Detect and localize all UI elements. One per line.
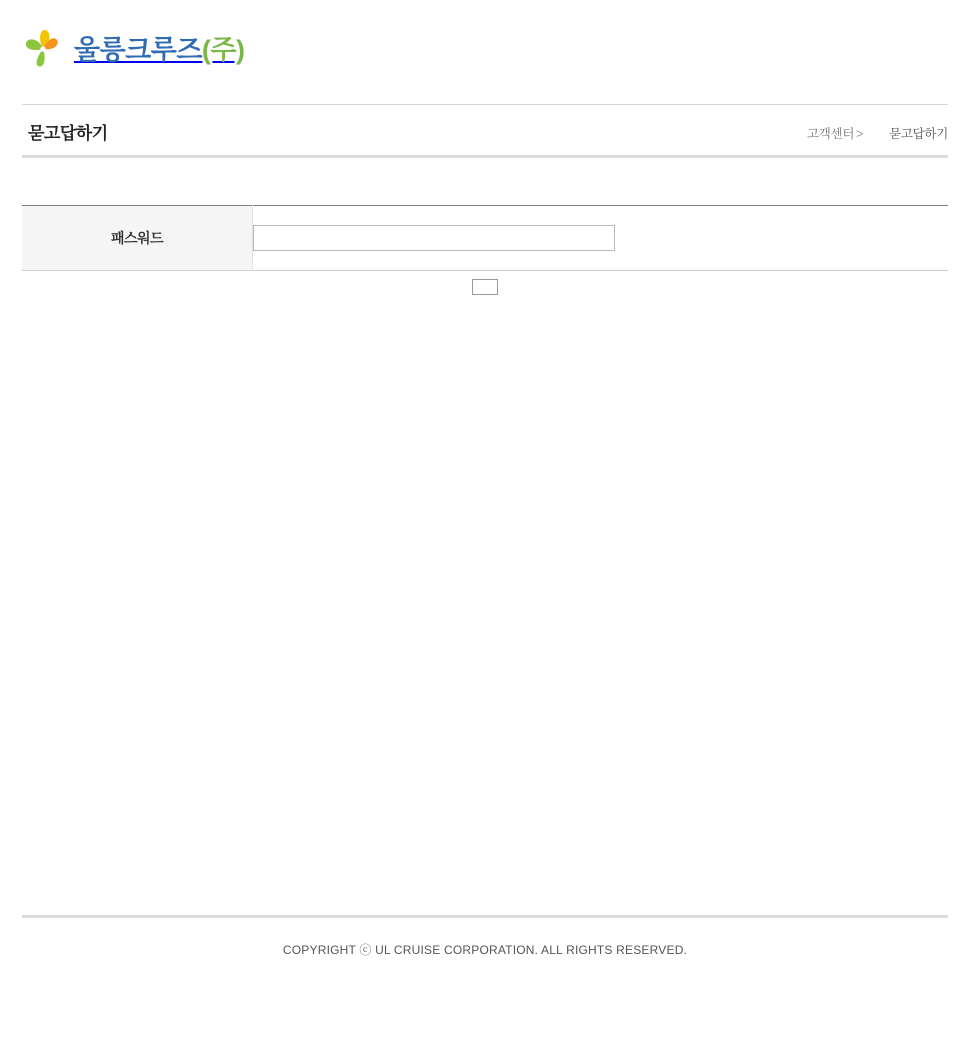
copyright-text: COPYRIGHT ⓒ UL CRUISE CORPORATION. ALL RIGHTS RESERVED. [282, 943, 688, 957]
password-input[interactable] [253, 225, 615, 251]
site-header [0, 0, 970, 104]
submit-button[interactable] [472, 279, 498, 295]
logo-text-primary: 울릉크루즈 [74, 34, 202, 65]
pinwheel-flower-logo-icon [22, 28, 64, 72]
password-form-table [22, 205, 948, 271]
password-input-cell [253, 206, 949, 271]
logo-text-suffix: (주) [201, 34, 245, 65]
password-label: 패스워드 [110, 230, 164, 246]
breadcrumb-parent[interactable]: 고객센터 [807, 127, 855, 141]
content-area [22, 158, 948, 299]
page-title-bar [22, 104, 948, 158]
breadcrumb-separator: > [856, 127, 864, 141]
table-row [22, 206, 948, 271]
submit-row [22, 271, 948, 299]
password-label-cell [22, 206, 253, 271]
content-spacer [22, 158, 948, 205]
site-logo-text [74, 34, 245, 65]
site-logo-link[interactable] [22, 28, 245, 72]
site-footer [22, 915, 948, 958]
breadcrumb-current: 묻고답하기 [889, 127, 948, 141]
breadcrumb [807, 124, 948, 142]
page-title: 묻고답하기 [28, 124, 108, 143]
